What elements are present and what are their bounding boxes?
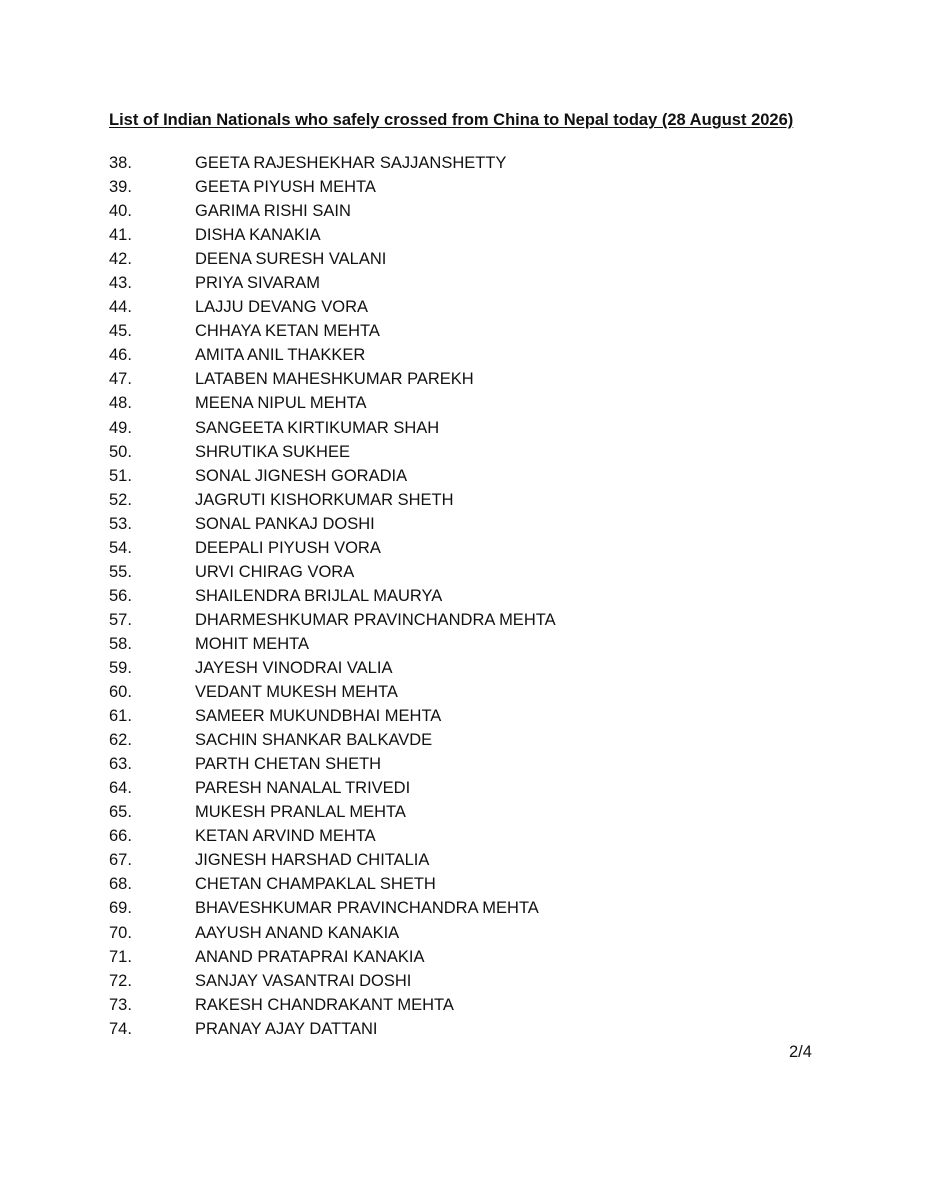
entry-number: 45. — [109, 322, 132, 341]
list-item — [109, 585, 556, 609]
list-item — [109, 777, 556, 801]
entry-number: 61. — [109, 707, 132, 726]
entry-number: 46. — [109, 346, 132, 365]
list-item — [109, 946, 556, 970]
entry-number: 50. — [109, 442, 132, 461]
entry-name: BHAVESHKUMAR PRAVINCHANDRA MEHTA — [195, 899, 539, 918]
list-item — [109, 897, 556, 921]
list-item — [109, 344, 556, 368]
entry-number: 73. — [109, 995, 132, 1014]
entry-name: SONAL PANKAJ DOSHI — [195, 514, 375, 533]
list-item — [109, 441, 556, 465]
entry-name: AMITA ANIL THAKKER — [195, 346, 366, 365]
list-item — [109, 994, 556, 1018]
list-item — [109, 417, 556, 441]
list-item — [109, 1018, 556, 1042]
entry-number: 39. — [109, 178, 132, 197]
list-item — [109, 392, 556, 416]
document-title: List of Indian Nationals who safely crossed from China to Nepal today (28 August 2026) — [109, 111, 794, 129]
entry-number: 67. — [109, 851, 132, 870]
entry-number: 71. — [109, 947, 132, 966]
entry-name: DEENA SURESH VALANI — [195, 250, 387, 269]
list-item — [109, 200, 556, 224]
entry-name: PRANAY AJAY DATTANI — [195, 1019, 378, 1038]
list-item — [109, 489, 556, 513]
entry-name: SONAL JIGNESH GORADIA — [195, 466, 408, 485]
entry-name: DHARMESHKUMAR PRAVINCHANDRA MEHTA — [195, 610, 556, 629]
page-number: 2/4 — [789, 1043, 812, 1061]
list-item — [109, 633, 556, 657]
list-item — [109, 753, 556, 777]
entry-name: CHHAYA KETAN MEHTA — [195, 322, 380, 341]
entry-name: GEETA PIYUSH MEHTA — [195, 178, 376, 197]
entry-number: 68. — [109, 875, 132, 894]
list-item — [109, 152, 556, 176]
entry-number: 63. — [109, 755, 132, 774]
entry-name: DEEPALI PIYUSH VORA — [195, 538, 381, 557]
entry-name: LATABEN MAHESHKUMAR PAREKH — [195, 370, 474, 389]
entry-number: 42. — [109, 250, 132, 269]
list-item — [109, 513, 556, 537]
entry-number: 41. — [109, 226, 132, 245]
entry-name: RAKESH CHANDRAKANT MEHTA — [195, 995, 454, 1014]
entry-number: 57. — [109, 610, 132, 629]
entry-number: 62. — [109, 731, 132, 750]
entry-name: SHAILENDRA BRIJLAL MAURYA — [195, 586, 443, 605]
entry-number: 64. — [109, 779, 132, 798]
entry-number: 70. — [109, 923, 132, 942]
entry-name: MEENA NIPUL MEHTA — [195, 394, 367, 413]
entry-number: 53. — [109, 514, 132, 533]
list-item — [109, 681, 556, 705]
list-item — [109, 729, 556, 753]
entry-name: LAJJU DEVANG VORA — [195, 298, 368, 317]
entry-name: JAGRUTI KISHORKUMAR SHETH — [195, 490, 454, 509]
list-item — [109, 537, 556, 561]
entry-number: 56. — [109, 586, 132, 605]
entry-name: GARIMA RISHI SAIN — [195, 202, 351, 221]
entry-number: 69. — [109, 899, 132, 918]
entry-number: 51. — [109, 466, 132, 485]
list-item — [109, 873, 556, 897]
entry-name: MUKESH PRANLAL MEHTA — [195, 803, 406, 822]
list-item — [109, 657, 556, 681]
entry-name: SAMEER MUKUNDBHAI MEHTA — [195, 707, 442, 726]
entry-number: 74. — [109, 1019, 132, 1038]
entry-number: 44. — [109, 298, 132, 317]
list-item — [109, 465, 556, 489]
entry-name: SANJAY VASANTRAI DOSHI — [195, 971, 412, 990]
entry-number: 52. — [109, 490, 132, 509]
entry-number: 55. — [109, 562, 132, 581]
entry-name: SACHIN SHANKAR BALKAVDE — [195, 731, 433, 750]
entry-name: URVI CHIRAG VORA — [195, 562, 355, 581]
list-item — [109, 272, 556, 296]
entry-name: PARTH CHETAN SHETH — [195, 755, 382, 774]
entry-number: 54. — [109, 538, 132, 557]
entry-number: 47. — [109, 370, 132, 389]
entry-name: DISHA KANAKIA — [195, 226, 321, 245]
list-item — [109, 561, 556, 585]
entry-number: 59. — [109, 658, 132, 677]
list-item — [109, 801, 556, 825]
entry-number: 72. — [109, 971, 132, 990]
entry-number: 40. — [109, 202, 132, 221]
entry-number: 66. — [109, 827, 132, 846]
entry-number: 65. — [109, 803, 132, 822]
entry-name: MOHIT MEHTA — [195, 634, 309, 653]
list-item — [109, 922, 556, 946]
entry-name: ANAND PRATAPRAI KANAKIA — [195, 947, 425, 966]
list-item — [109, 368, 556, 392]
entry-number: 38. — [109, 154, 132, 172]
list-item — [109, 248, 556, 272]
list-item — [109, 970, 556, 994]
entry-number: 49. — [109, 418, 132, 437]
list-item — [109, 224, 556, 248]
entry-number: 58. — [109, 634, 132, 653]
entry-name: GEETA RAJESHEKHAR SAJJANSHETTY — [195, 154, 507, 172]
entry-name: KETAN ARVIND MEHTA — [195, 827, 376, 846]
list-item — [109, 705, 556, 729]
entry-name: AAYUSH ANAND KANAKIA — [195, 923, 400, 942]
list-item — [109, 825, 556, 849]
list-item — [109, 849, 556, 873]
list-item — [109, 320, 556, 344]
entry-name: PARESH NANALAL TRIVEDI — [195, 779, 411, 798]
list-item — [109, 176, 556, 200]
entry-number: 48. — [109, 394, 132, 413]
entry-name: SHRUTIKA SUKHEE — [195, 442, 350, 461]
list-item — [109, 296, 556, 320]
entry-number: 43. — [109, 274, 132, 293]
list-item — [109, 609, 556, 633]
name-list — [109, 152, 556, 1042]
entry-name: JAYESH VINODRAI VALIA — [195, 658, 393, 677]
entry-name: JIGNESH HARSHAD CHITALIA — [195, 851, 430, 870]
entry-name: VEDANT MUKESH MEHTA — [195, 683, 398, 702]
entry-name: PRIYA SIVARAM — [195, 274, 321, 293]
entry-name: CHETAN CHAMPAKLAL SHETH — [195, 875, 436, 894]
entry-number: 60. — [109, 683, 132, 702]
entry-name: SANGEETA KIRTIKUMAR SHAH — [195, 418, 440, 437]
